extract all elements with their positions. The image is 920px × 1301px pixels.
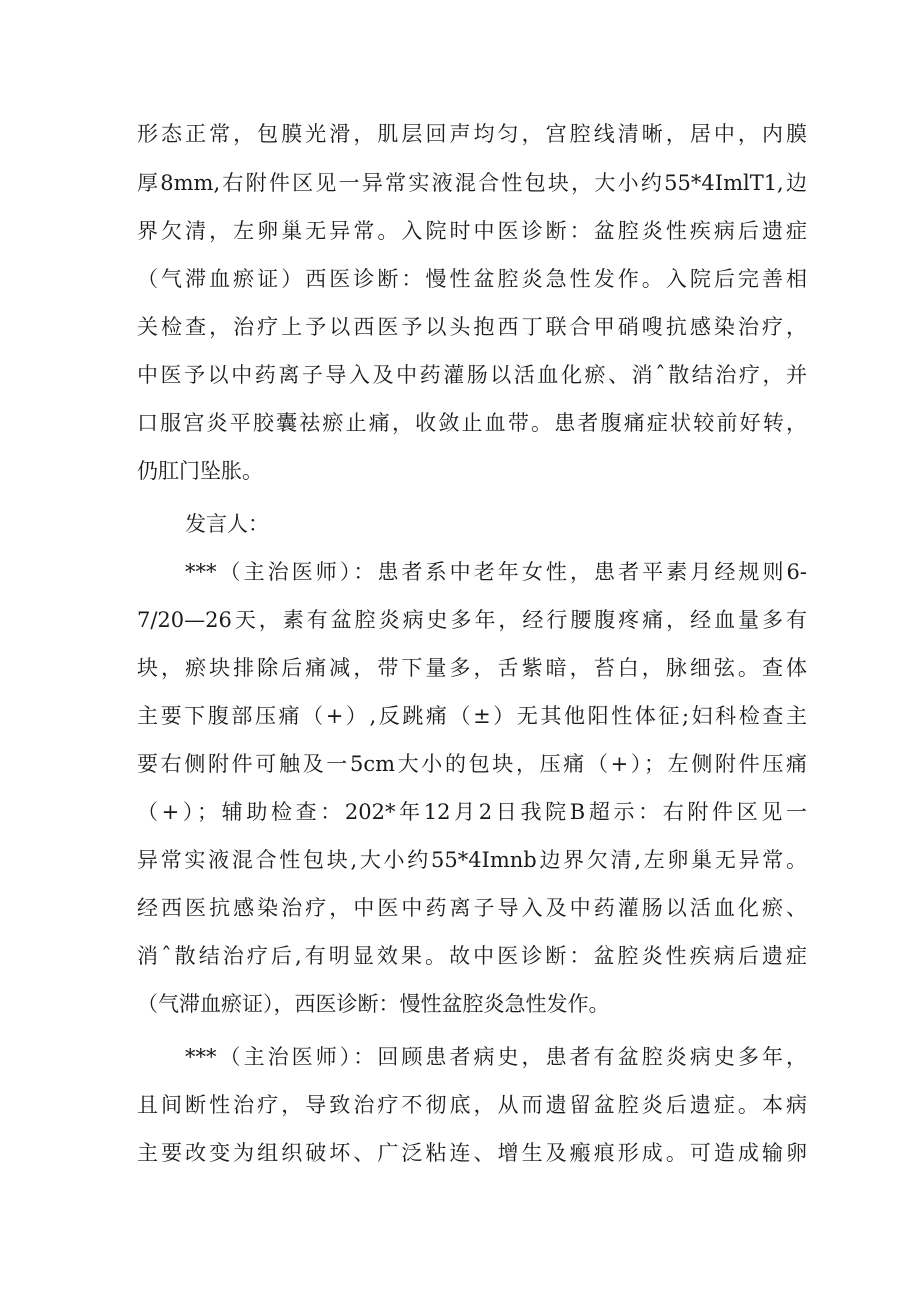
text-line: 界欠清，左卵巢无异常。入院时中医诊断：盆腔炎性疾病后遗症: [137, 219, 807, 243]
speaker-heading: 发言人：: [185, 512, 269, 536]
text-line: 口服宫炎平胶囊祛瘀止痛，收敛止血带。患者腹痛症状较前好转，: [137, 411, 807, 435]
text-line: 仍肛门坠胀。: [137, 459, 263, 483]
text-line: 主要下腹部压痛（+）,反跳痛（±）无其他阳性体征;妇科检查主: [137, 704, 807, 728]
text-line: 中医予以中药离子导入及中药灌肠以活血化瘀、消ˆ散结治疗，并: [137, 363, 807, 387]
text-line: 经西医抗感染治疗，中医中药离子导入及中药灌肠以活血化瘀、: [137, 896, 807, 920]
text-line: 厚8mm,右附件区见一异常实液混合性包块，大小约55*4ImlT1,边: [137, 171, 807, 195]
text-line: 异常实液混合性包块,大小约55*4Imnb边界欠清,左卵巢无异常。: [137, 848, 807, 872]
text-line: ***（主治医师）：回顾患者病史，患者有盆腔炎病史多年，: [185, 1045, 807, 1069]
text-line: 且间断性治疗，导致治疗不彻底，从而遗留盆腔炎后遗症。本病: [137, 1093, 807, 1117]
text-line: 消ˆ散结治疗后,有明显效果。故中医诊断：盆腔炎性疾病后遗症: [137, 944, 807, 968]
text-line: 形态正常，包膜光滑，肌层回声均匀，宫腔线清晰，居中，内膜: [137, 122, 807, 146]
text-line: 关检查，治疗上予以西医予以头抱西丁联合甲硝嗖抗感染治疗，: [137, 315, 807, 339]
text-line: （气滞血瘀证）西医诊断：慢性盆腔炎急性发作。入院后完善相: [137, 267, 807, 291]
text-line: ***（主治医师）：患者系中老年女性，患者平素月经规则6-: [185, 560, 807, 584]
text-line: （气滞血瘀证），西医诊断：慢性盆腔炎急性发作。: [137, 992, 610, 1016]
text-line: （+）；辅助检查：202*年12月2日我院B超示：右附件区见一: [137, 800, 807, 824]
text-line: 要右侧附件可触及一5cm大小的包块，压痛（+）；左侧附件压痛: [137, 752, 807, 776]
text-line: 7/20—26天，素有盆腔炎病史多年，经行腰腹疼痛，经血量多有: [137, 608, 807, 632]
text-line: 主要改变为组织破坏、广泛粘连、增生及瘢痕形成。可造成输卵: [137, 1141, 807, 1165]
text-line: 块，瘀块排除后痛减，带下量多，舌紫暗，苔白，脉细弦。查体: [137, 656, 807, 680]
